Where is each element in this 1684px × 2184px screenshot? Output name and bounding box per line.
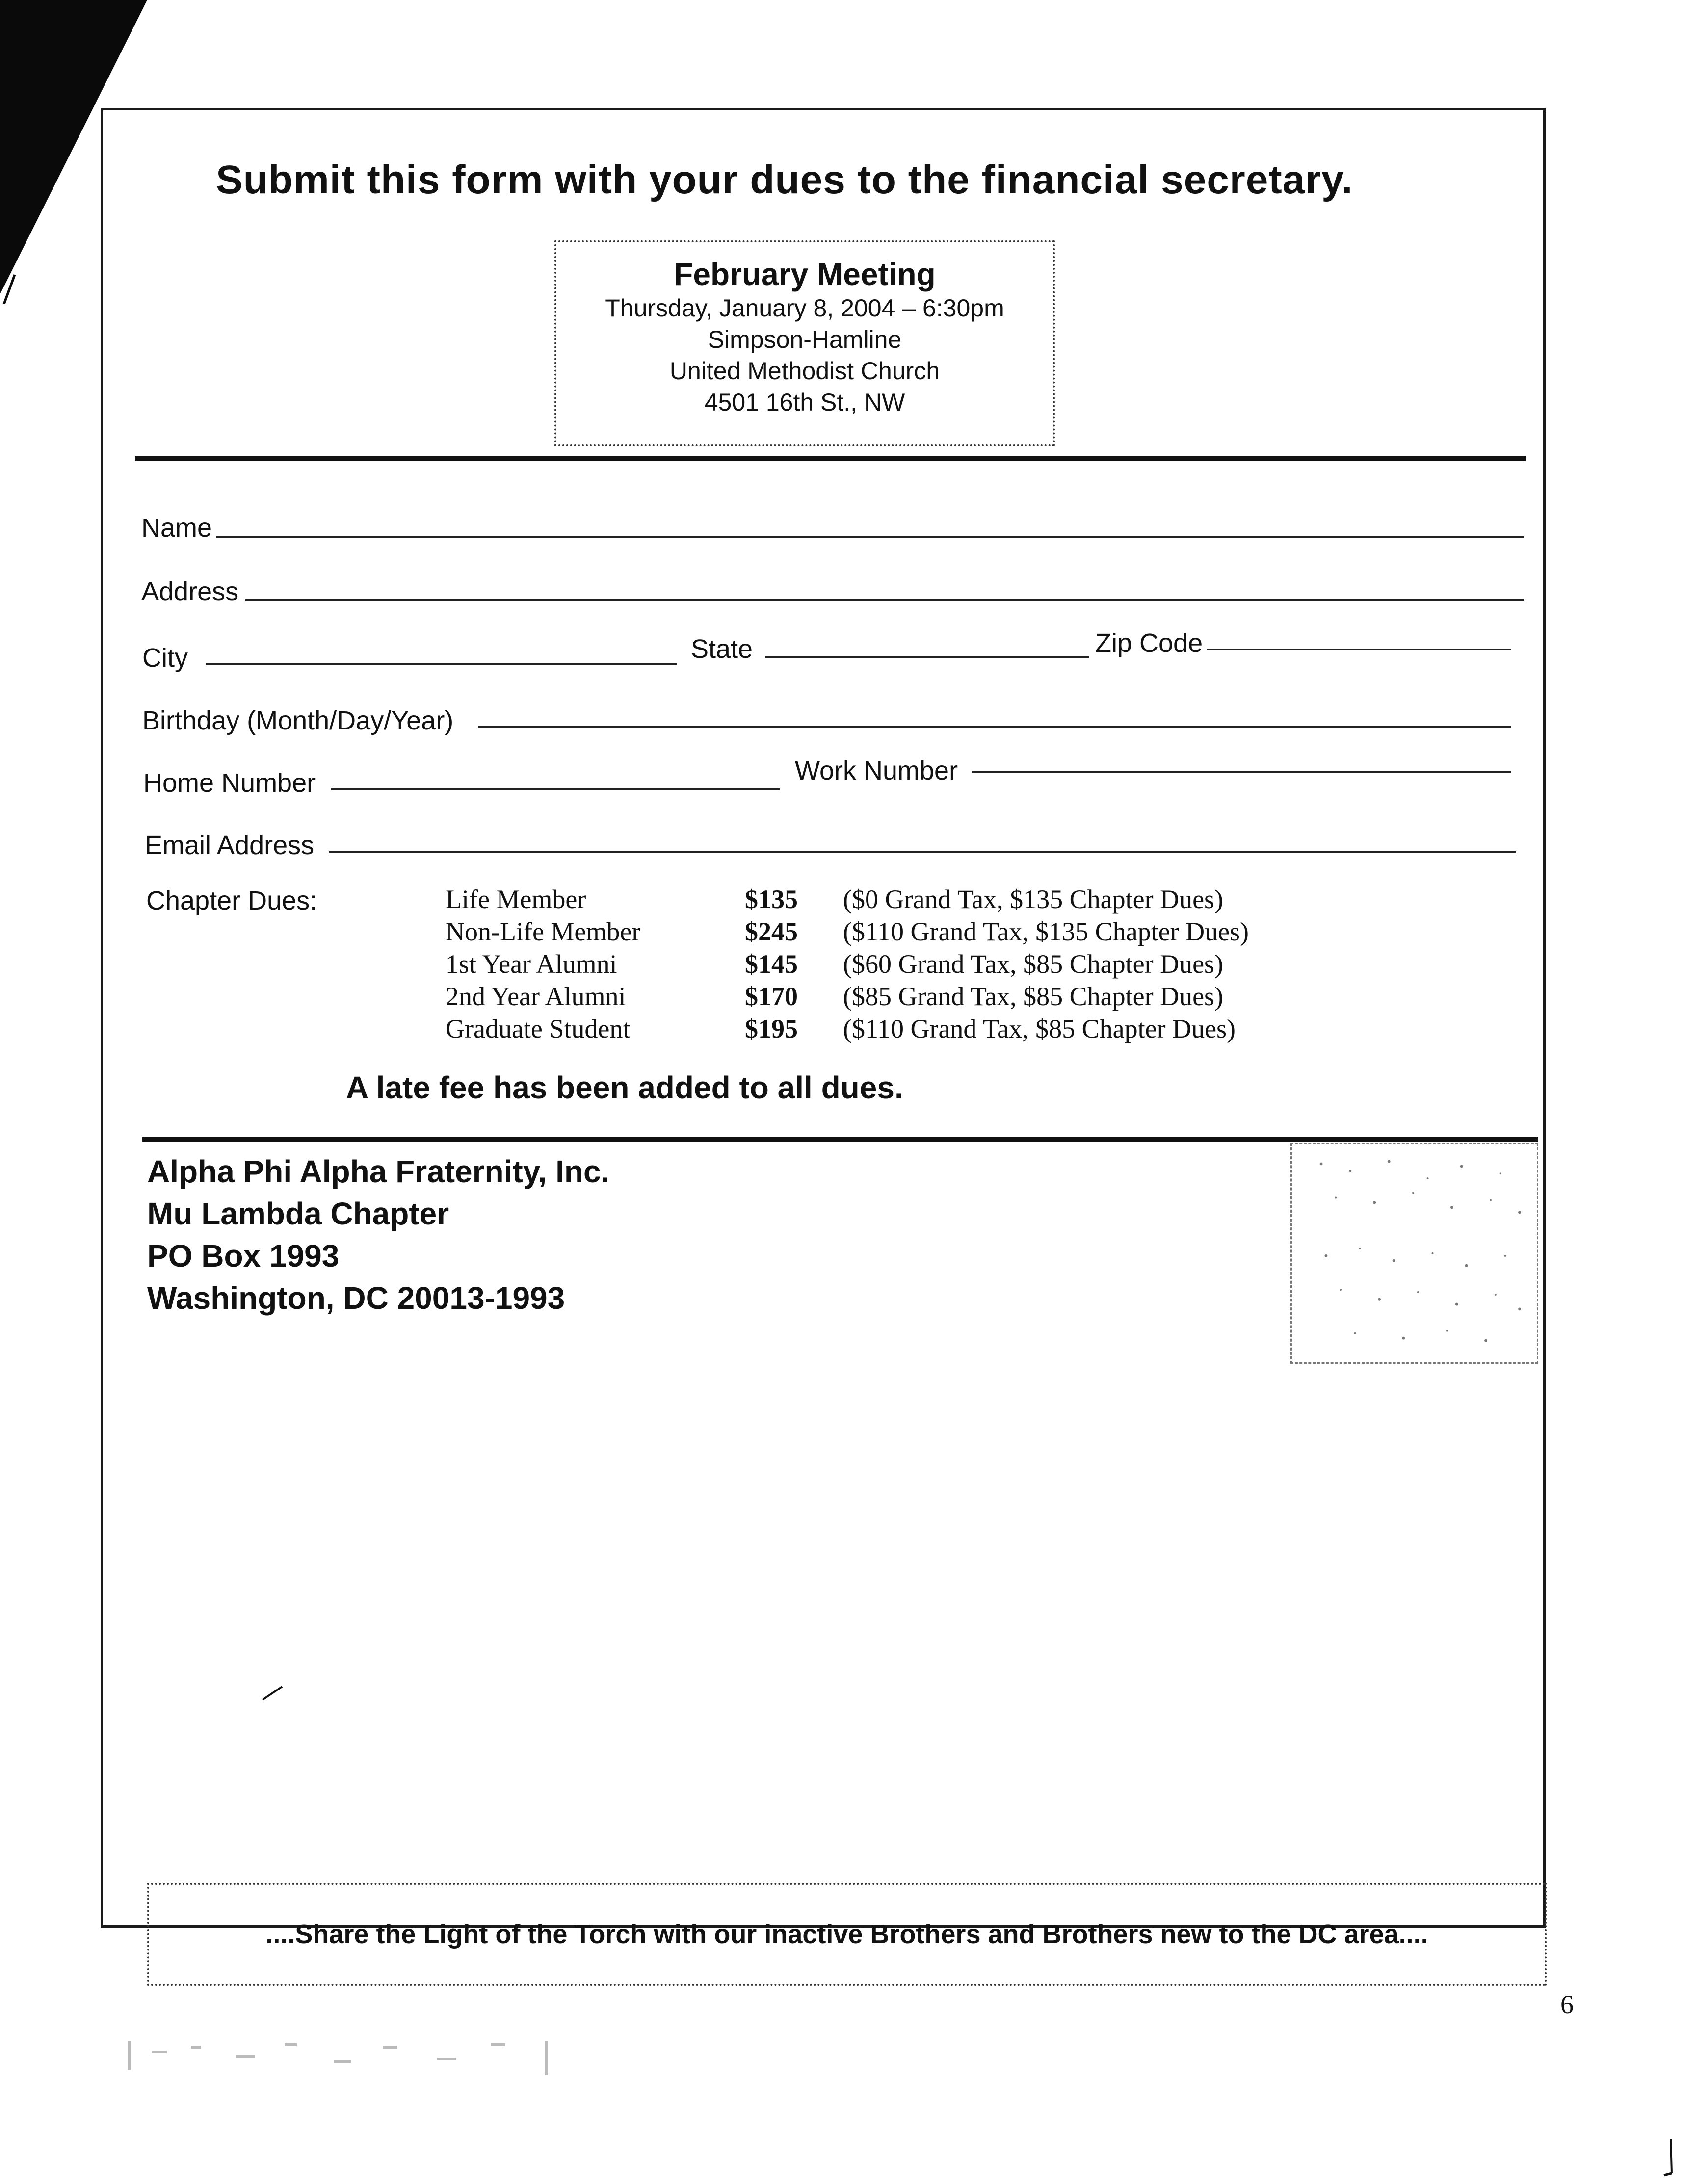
dues-amount: $145: [745, 949, 798, 979]
meeting-address: 4501 16th St., NW: [704, 389, 905, 416]
birthday-label: Birthday (Month/Day/Year): [142, 706, 454, 735]
footer-message: ....Share the Light of the Torch with our inactive Brothers and Brothers new to the DC area....: [265, 1920, 1428, 1949]
mailing-address-block: [147, 1150, 609, 1319]
dues-breakdown: ($110 Grand Tax, $135 Chapter Dues): [843, 917, 1249, 946]
chapter-dues-label: Chapter Dues:: [146, 886, 317, 915]
page-number: 6: [1560, 1990, 1574, 2019]
birthday-field[interactable]: [478, 726, 1511, 728]
dues-breakdown: ($60 Grand Tax, $85 Chapter Dues): [843, 949, 1224, 979]
dues-amount: $170: [745, 982, 798, 1011]
name-field[interactable]: [216, 536, 1524, 538]
email-address-label: Email Address: [145, 831, 315, 860]
city-state-zip: Washington, DC 20013-1993: [147, 1280, 565, 1316]
dues-member-type: 2nd Year Alumni: [446, 982, 626, 1011]
dues-row: [446, 915, 1329, 948]
chapter-name: Mu Lambda Chapter: [147, 1196, 449, 1231]
dues-breakdown: ($85 Grand Tax, $85 Chapter Dues): [843, 982, 1224, 1011]
dues-row: [446, 948, 1329, 980]
pen-mark: [260, 1683, 285, 1702]
city-field[interactable]: [206, 663, 677, 665]
dues-breakdown: ($110 Grand Tax, $85 Chapter Dues): [843, 1014, 1236, 1043]
scan-edge-mark: [1661, 2139, 1676, 2178]
dues-member-type: Life Member: [446, 884, 586, 914]
dues-member-type: Non-Life Member: [446, 917, 641, 946]
organization-name: Alpha Phi Alpha Fraternity, Inc.: [147, 1154, 610, 1189]
address-label: Address: [141, 577, 239, 606]
dues-row: [446, 1013, 1329, 1045]
meeting-info-box: [554, 240, 1055, 446]
dues-member-type: 1st Year Alumni: [446, 949, 617, 979]
dues-amount: $195: [745, 1014, 798, 1043]
divider-middle: [142, 1137, 1538, 1142]
dues-breakdown: ($0 Grand Tax, $135 Chapter Dues): [843, 884, 1224, 914]
state-label: State: [691, 634, 753, 664]
footer-message-box: [147, 1883, 1547, 1986]
dues-row: [446, 980, 1329, 1013]
city-label: City: [142, 643, 188, 673]
state-field[interactable]: [765, 656, 1089, 658]
late-fee-note: A late fee has been added to all dues.: [346, 1070, 903, 1105]
dues-amount: $245: [745, 917, 798, 946]
name-label: Name: [141, 513, 212, 543]
scan-noise: [123, 2031, 584, 2090]
page-headline: Submit this form with your dues to the financial secretary.: [216, 157, 1353, 202]
home-number-label: Home Number: [143, 768, 316, 798]
meeting-date-time: Thursday, January 8, 2004 – 6:30pm: [605, 294, 1004, 322]
zip-code-label: Zip Code: [1095, 628, 1203, 658]
dues-amount: $135: [745, 884, 798, 914]
email-address-field[interactable]: [329, 851, 1516, 853]
home-number-field[interactable]: [331, 788, 780, 790]
work-number-field[interactable]: [972, 771, 1511, 773]
dues-member-type: Graduate Student: [446, 1014, 631, 1043]
dues-table: [446, 883, 1329, 1045]
meeting-venue-line2: United Methodist Church: [669, 357, 940, 385]
work-number-label: Work Number: [795, 756, 958, 785]
zip-code-field[interactable]: [1207, 649, 1511, 650]
postage-stamp-area: [1290, 1143, 1538, 1364]
divider-top: [135, 456, 1526, 461]
meeting-venue-line1: Simpson-Hamline: [708, 326, 902, 353]
address-field[interactable]: [245, 599, 1524, 601]
dues-row: [446, 883, 1329, 915]
po-box: PO Box 1993: [147, 1238, 340, 1274]
meeting-title: February Meeting: [674, 257, 936, 292]
